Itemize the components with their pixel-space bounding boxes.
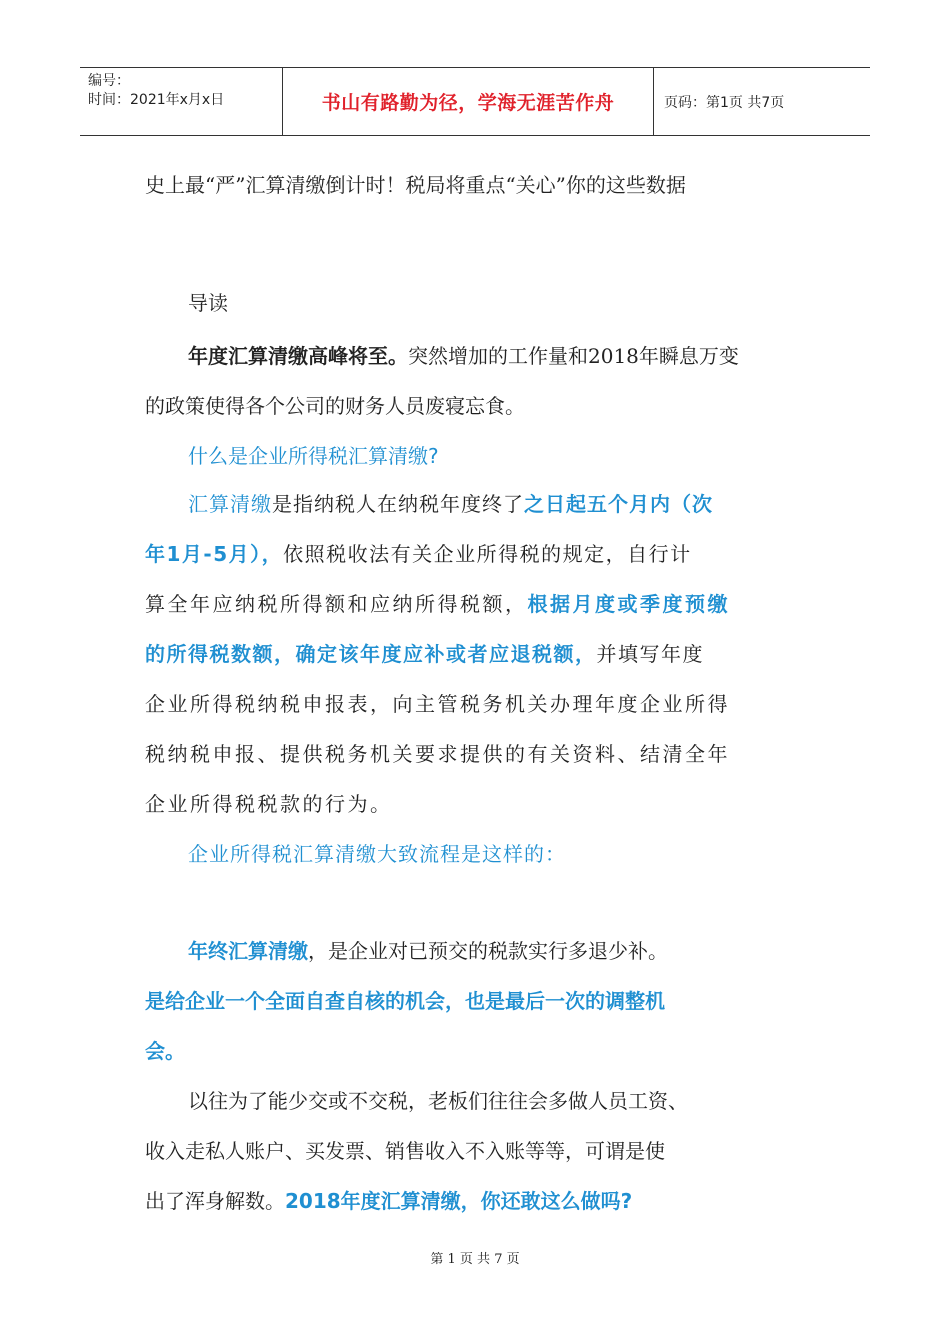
paragraph-3-line-1: 年终汇算清缴，是企业对已预交的税款实行多退少补。 xyxy=(188,939,668,963)
paragraph-1-line-1: 年度汇算清缴高峰将至。突然增加的工作量和2018年瞬息万变 xyxy=(188,344,739,368)
intro-heading: 导读 xyxy=(188,291,228,315)
header-motto: 书山有路勤为径，学海无涯苦作舟 xyxy=(283,68,654,135)
article-title: 史上最“严”汇算清缴倒计时！税局将重点“关心”你的这些数据 xyxy=(145,173,686,197)
paragraph-2-line-3: 算全年应纳税所得额和应纳所得税额，根据月度或季度预缴 xyxy=(145,592,730,616)
header-page: 页码：第1页 共7页 xyxy=(664,94,785,111)
question-2: 企业所得税汇算清缴大致流程是这样的： xyxy=(188,842,566,866)
paragraph-3-line-3: 会。 xyxy=(145,1039,185,1063)
header-number: 编号： xyxy=(88,73,130,89)
paragraph-2-line-2: 年1月-5月），依照税收法有关企业所得税的规定，自行计 xyxy=(145,542,692,566)
paragraph-4-line-3: 出了浑身解数。2018年度汇算清缴，你还敢这么做吗? xyxy=(145,1189,633,1213)
header-meta xyxy=(80,68,283,135)
paragraph-4-line-2: 收入走私人账户、买发票、销售收入不入账等等，可谓是使 xyxy=(145,1139,665,1163)
paragraph-2-line-7: 企业所得税税款的行为。 xyxy=(145,792,393,816)
paragraph-1-line-2: 的政策使得各个公司的财务人员废寝忘食。 xyxy=(145,394,525,418)
paragraph-3-line-2: 是给企业一个全面自查自核的机会，也是最后一次的调整机 xyxy=(145,989,665,1013)
paragraph-4-line-1: 以往为了能少交或不交税，老板们往往会多做人员工资、 xyxy=(188,1089,688,1113)
page-footer: 第 1 页 共 7 页 xyxy=(430,1252,520,1267)
paragraph-2-line-6: 税纳税申报、提供税务机关要求提供的有关资料、结清全年 xyxy=(145,742,730,766)
paragraph-2-line-5: 企业所得税纳税申报表，向主管税务机关办理年度企业所得 xyxy=(145,692,730,716)
question-1: 什么是企业所得税汇算清缴? xyxy=(188,444,439,468)
document-header xyxy=(80,67,870,136)
paragraph-1-bold: 年度汇算清缴高峰将至。 xyxy=(188,344,408,368)
header-time: 时间：2021年x月x日 xyxy=(88,92,225,108)
paragraph-2-line-1: 汇算清缴是指纳税人在纳税年度终了之日起五个月内（次 xyxy=(188,492,713,516)
paragraph-2-line-4: 的所得税数额，确定该年度应补或者应退税额，并填写年度 xyxy=(145,642,704,666)
